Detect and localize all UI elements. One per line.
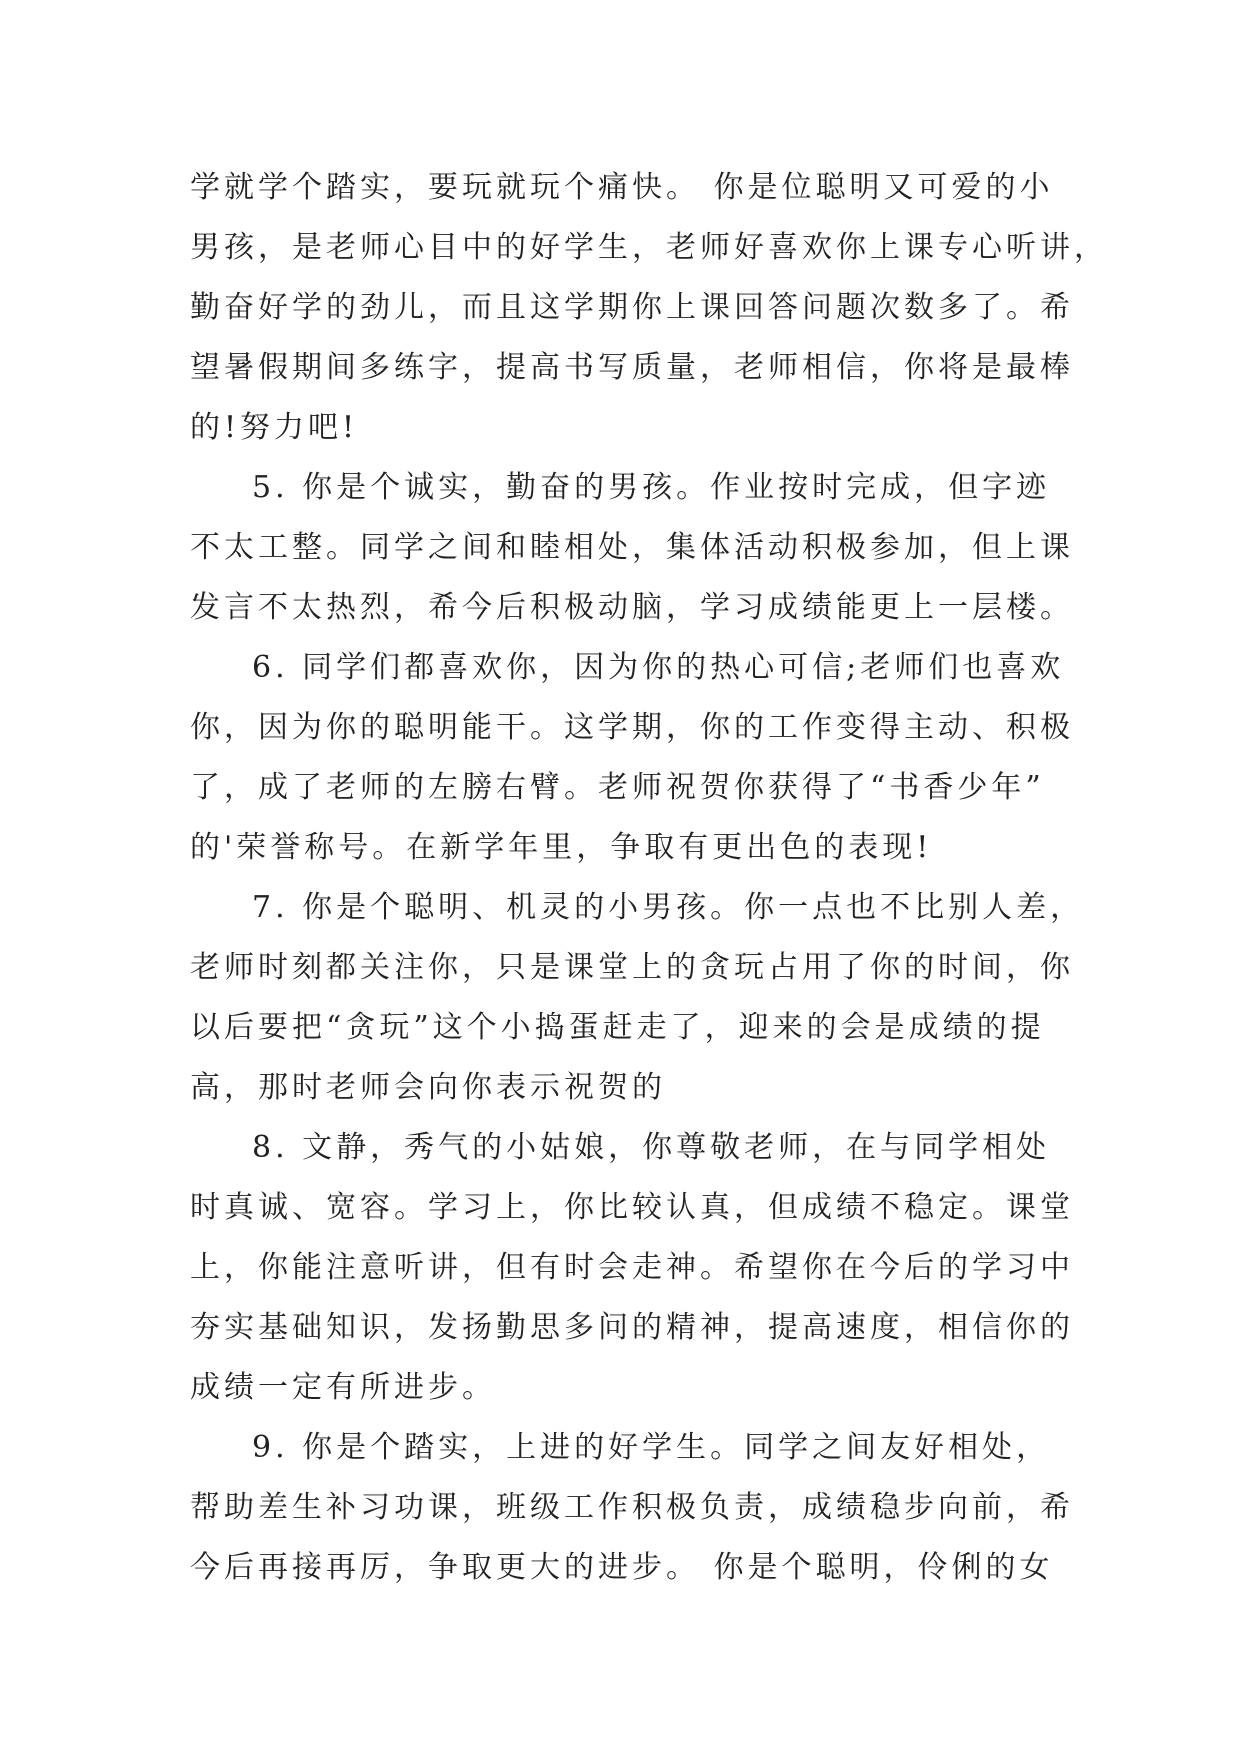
- text-line: 今后再接再厉，争取更大的进步。 你是个聪明，伶俐的女: [190, 1550, 1054, 1585]
- text-line: 帮助差生补习功课，班级工作积极负责，成绩稳步向前，希: [190, 1490, 1074, 1525]
- paragraph-7: [190, 878, 1085, 1118]
- paragraph-9: [190, 1418, 1074, 1598]
- text-line: 望暑假期间多练字，提高书写质量，老师相信，你将是最棒: [190, 350, 1074, 385]
- text-line: 以后要把“贪玩”这个小捣蛋赶走了，迎来的会是成绩的提: [190, 1010, 1045, 1045]
- text-line: 时真诚、宽容。学习上，你比较认真，但成绩不稳定。课堂: [190, 1190, 1074, 1225]
- text-line: 9. 你是个踏实，上进的好学生。同学之间友好相处，: [252, 1430, 1051, 1465]
- text-line: 的!努力吧!: [190, 410, 359, 445]
- text-line: 你，因为你的聪明能干。这学期，你的工作变得主动、积极: [190, 710, 1074, 745]
- paragraph-1: [190, 158, 1108, 458]
- text-line: 的'荣誉称号。在新学年里，争取有更出色的表现!: [190, 830, 933, 865]
- text-line: 了，成了老师的左膀右臂。老师祝贺你获得了“书香少年”: [190, 770, 1045, 805]
- paragraph-6: [190, 638, 1074, 878]
- body-text: [190, 158, 1108, 1598]
- text-line: 上，你能注意听讲，但有时会走神。希望你在今后的学习中: [190, 1250, 1074, 1285]
- text-line: 男孩，是老师心目中的好学生，老师好喜欢你上课专心听讲，: [190, 230, 1108, 265]
- paragraph-5: [190, 458, 1074, 638]
- text-line: 7. 你是个聪明、机灵的小男孩。你一点也不比别人差，: [252, 890, 1085, 925]
- text-line: 老师时刻都关注你，只是课堂上的贪玩占用了你的时间，你: [190, 950, 1074, 985]
- text-line: 勤奋好学的劲儿，而且这学期你上课回答问题次数多了。希: [190, 290, 1074, 325]
- text-line: 夯实基础知识，发扬勤思多问的精神，提高速度，相信你的: [190, 1310, 1074, 1345]
- text-line: 5. 你是个诚实，勤奋的男孩。作业按时完成，但字迹: [252, 470, 1051, 505]
- paragraph-8: [190, 1118, 1074, 1418]
- text-line: 学就学个踏实，要玩就玩个痛快。 你是位聪明又可爱的小: [190, 170, 1054, 205]
- text-line: 高，那时老师会向你表示祝贺的: [190, 1070, 666, 1105]
- text-line: 不太工整。同学之间和睦相处，集体活动积极参加，但上课: [190, 530, 1074, 565]
- text-line: 发言不太热烈，希今后积极动脑，学习成绩能更上一层楼。: [190, 590, 1074, 625]
- text-line: 8. 文静，秀气的小姑娘，你尊敬老师，在与同学相处: [252, 1130, 1051, 1165]
- text-line: 成绩一定有所进步。: [190, 1370, 496, 1405]
- text-line: 6. 同学们都喜欢你，因为你的热心可信;老师们也喜欢: [252, 650, 1065, 685]
